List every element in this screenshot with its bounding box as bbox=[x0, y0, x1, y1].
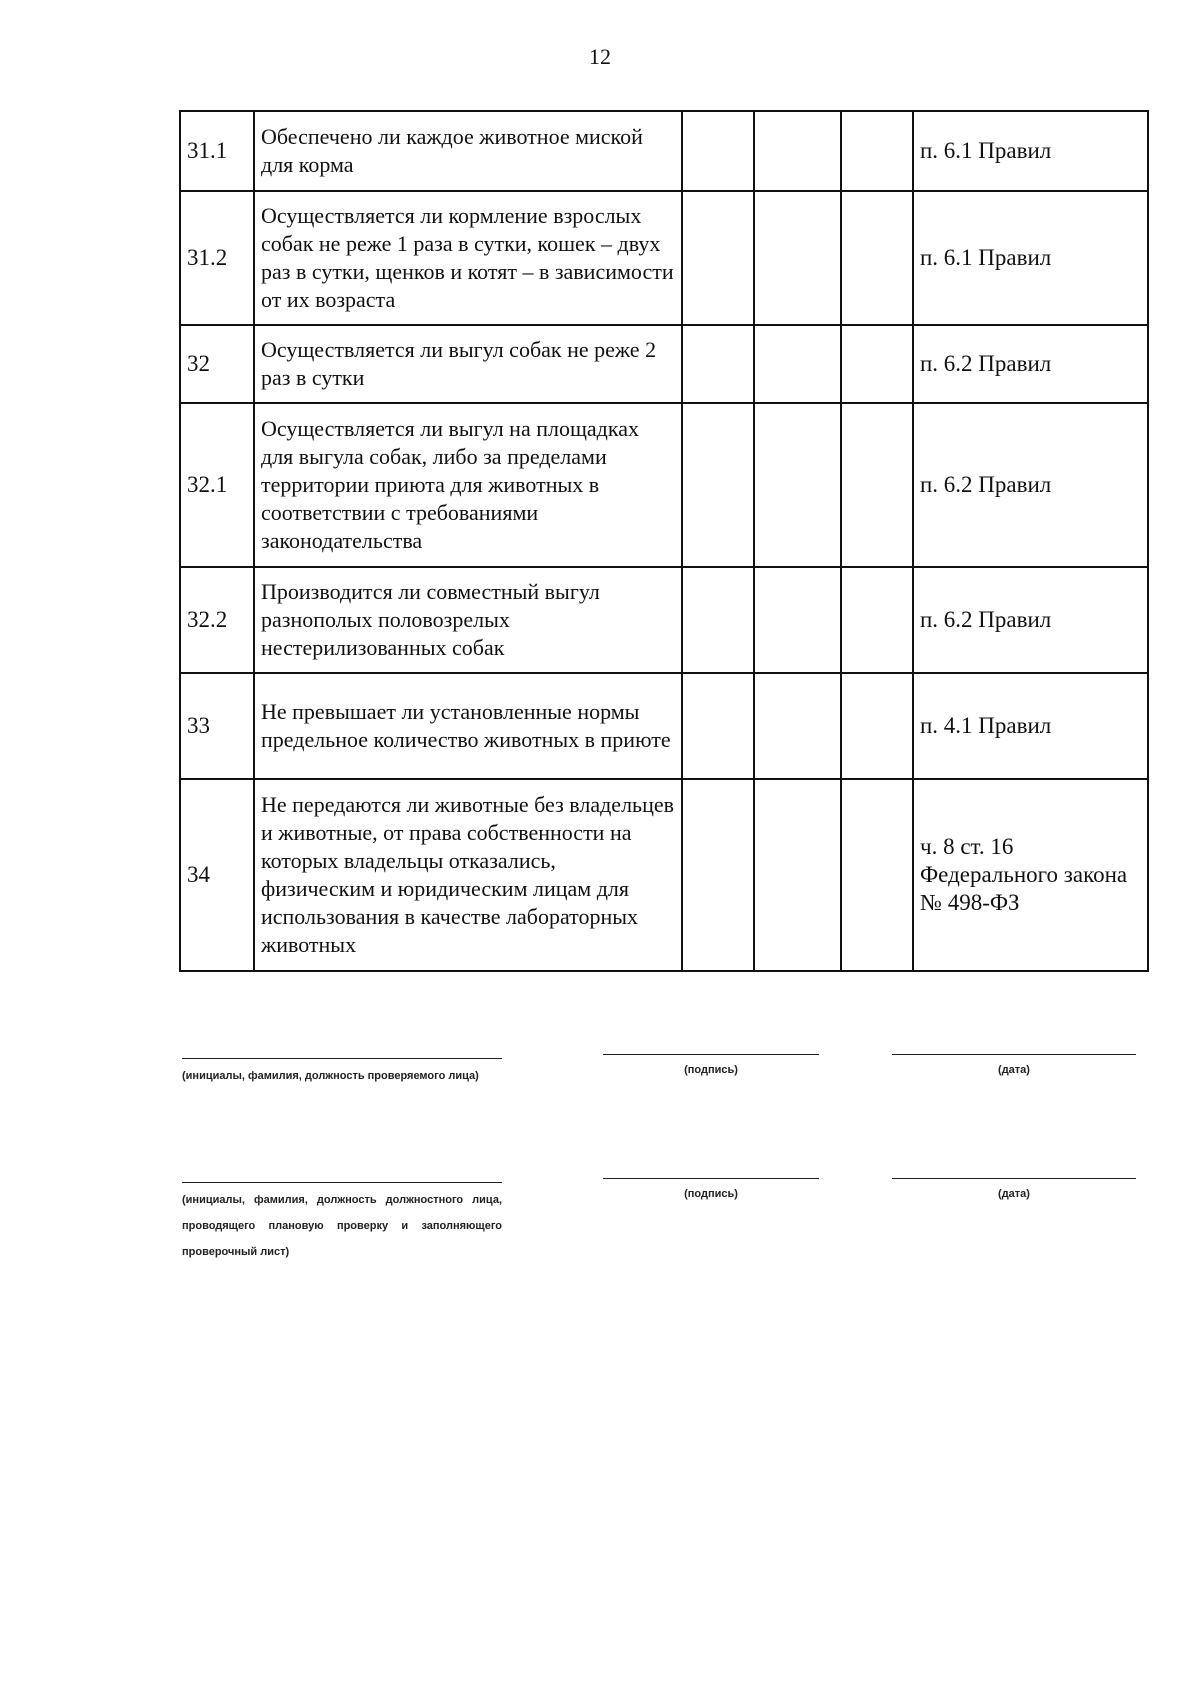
signature-line bbox=[182, 1182, 502, 1183]
answer-cell-na[interactable] bbox=[841, 779, 913, 971]
signature-sign-caption: (подпись) bbox=[684, 1188, 738, 1200]
row-number: 34 bbox=[180, 779, 254, 971]
row-reference: п. 4.1 Правил bbox=[913, 673, 1148, 779]
answer-cell-yes[interactable] bbox=[682, 673, 754, 779]
table-row bbox=[180, 779, 1148, 971]
table-row bbox=[180, 403, 1148, 567]
answer-cell-yes[interactable] bbox=[682, 325, 754, 403]
answer-cell-na[interactable] bbox=[841, 111, 913, 191]
row-reference: ч. 8 ст. 16 Федерального закона № 498-ФЗ bbox=[913, 779, 1148, 971]
row-number: 32.2 bbox=[180, 567, 254, 673]
row-reference: п. 6.1 Правил bbox=[913, 191, 1148, 325]
row-number: 31.1 bbox=[180, 111, 254, 191]
row-question: Осуществляется ли выгул собак не реже 2 раз в сутки bbox=[254, 325, 682, 403]
table-row bbox=[180, 191, 1148, 325]
signature-line bbox=[892, 1054, 1136, 1055]
row-question: Не превышает ли установленные нормы предельное количество животных в приюте bbox=[254, 673, 682, 779]
signature-line bbox=[182, 1058, 502, 1059]
signature-line bbox=[603, 1054, 819, 1055]
row-question: Осуществляется ли выгул на площадках для выгула собак, либо за пределами территории приюта для животных в соответствии с требованиями законодательства bbox=[254, 403, 682, 567]
signature-date-caption: (дата) bbox=[998, 1188, 1030, 1200]
answer-cell-yes[interactable] bbox=[682, 779, 754, 971]
answer-cell-no[interactable] bbox=[754, 779, 841, 971]
row-reference: п. 6.2 Правил bbox=[913, 325, 1148, 403]
answer-cell-no[interactable] bbox=[754, 111, 841, 191]
answer-cell-no[interactable] bbox=[754, 191, 841, 325]
signature-date-field[interactable] bbox=[892, 1178, 1136, 1207]
signature-name-field[interactable] bbox=[182, 1058, 502, 1089]
row-question: Обеспечено ли каждое животное миской для корма bbox=[254, 111, 682, 191]
answer-cell-no[interactable] bbox=[754, 403, 841, 567]
answer-cell-no[interactable] bbox=[754, 673, 841, 779]
answer-cell-yes[interactable] bbox=[682, 111, 754, 191]
signature-name-field[interactable] bbox=[182, 1182, 502, 1265]
answer-cell-yes[interactable] bbox=[682, 403, 754, 567]
answer-cell-na[interactable] bbox=[841, 191, 913, 325]
answer-cell-no[interactable] bbox=[754, 567, 841, 673]
signature-sign-caption: (подпись) bbox=[684, 1064, 738, 1076]
row-reference: п. 6.2 Правил bbox=[913, 403, 1148, 567]
signature-sign-field[interactable] bbox=[603, 1178, 819, 1207]
answer-cell-na[interactable] bbox=[841, 673, 913, 779]
signature-name-caption: (инициалы, фамилия, должность проверяемого лица) bbox=[182, 1070, 479, 1082]
signature-date-field[interactable] bbox=[892, 1054, 1136, 1083]
page-number: 12 bbox=[589, 44, 611, 69]
table-row bbox=[180, 111, 1148, 191]
answer-cell-na[interactable] bbox=[841, 567, 913, 673]
table-row bbox=[180, 325, 1148, 403]
row-number: 32.1 bbox=[180, 403, 254, 567]
signature-line bbox=[603, 1178, 819, 1179]
answer-cell-na[interactable] bbox=[841, 325, 913, 403]
row-question: Осуществляется ли кормление взрослых собак не реже 1 раза в сутки, кошек – двух раз в сутки, щенков и котят – в зависимости от их возраста bbox=[254, 191, 682, 325]
answer-cell-na[interactable] bbox=[841, 403, 913, 567]
answer-cell-yes[interactable] bbox=[682, 191, 754, 325]
signature-date-caption: (дата) bbox=[998, 1064, 1030, 1076]
row-number: 32 bbox=[180, 325, 254, 403]
table-row bbox=[180, 673, 1148, 779]
row-number: 33 bbox=[180, 673, 254, 779]
row-question: Производится ли совместный выгул разнополых половозрелых нестерилизованных собак bbox=[254, 567, 682, 673]
row-reference: п. 6.1 Правил bbox=[913, 111, 1148, 191]
row-question: Не передаются ли животные без владельцев и животные, от права собственности на которых владельцы отказались, физическим и юридическим лицам для использования в качестве лабораторных животных bbox=[254, 779, 682, 971]
signature-sign-field[interactable] bbox=[603, 1054, 819, 1083]
answer-cell-yes[interactable] bbox=[682, 567, 754, 673]
signature-name-caption: (инициалы, фамилия, должность должностного лица, проводящего плановую проверку и заполняющего проверочный лист) bbox=[182, 1194, 502, 1258]
checklist-table bbox=[179, 110, 1149, 972]
row-number: 31.2 bbox=[180, 191, 254, 325]
answer-cell-no[interactable] bbox=[754, 325, 841, 403]
signature-line bbox=[892, 1178, 1136, 1179]
table-row bbox=[180, 567, 1148, 673]
row-reference: п. 6.2 Правил bbox=[913, 567, 1148, 673]
